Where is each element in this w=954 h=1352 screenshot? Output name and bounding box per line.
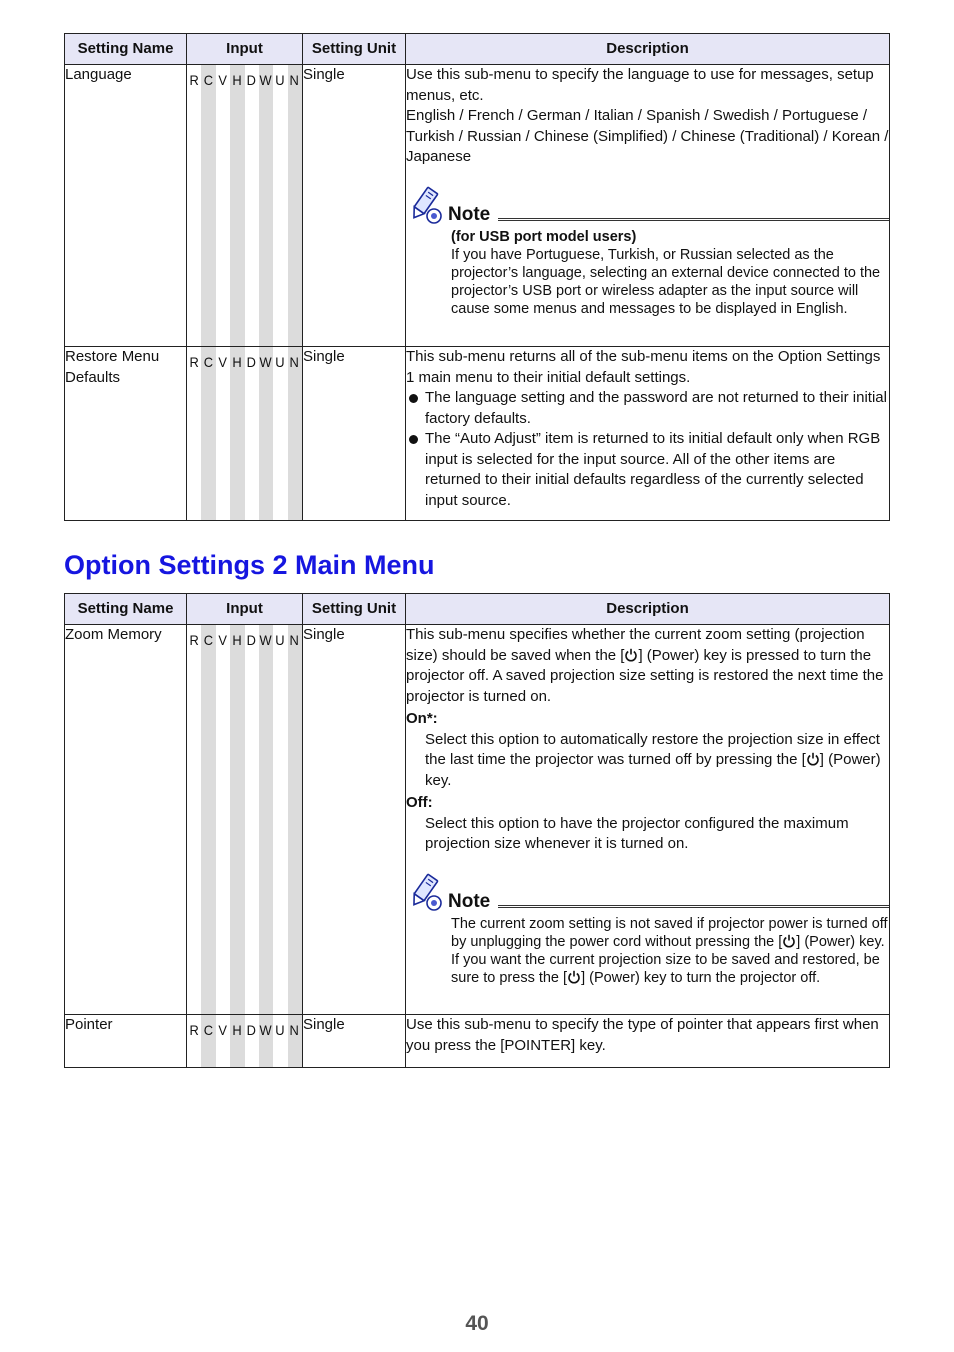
input-letter: D <box>246 354 256 370</box>
input-letter: W <box>259 72 272 88</box>
input-letter: C <box>203 354 214 370</box>
input-letter: V <box>218 632 228 648</box>
setting-name: Zoom Memory <box>65 625 187 1015</box>
bullet-text: The language setting and the password are not returned to their initial factory defaults. <box>425 389 887 427</box>
option-settings-2-table <box>64 593 890 1068</box>
input-letter: W <box>259 354 272 370</box>
setting-name: Language <box>65 65 187 347</box>
note-divider <box>498 218 889 221</box>
note-text: If you have Portuguese, Turkish, or Russian selected as the projector’s language, selecting an external device connected to the projector’s USB port or wireless adapter as the input source will cause some menus and messages to be displayed in English. <box>451 246 881 317</box>
setting-unit: Single <box>303 1015 406 1068</box>
input-letter: W <box>259 1022 272 1038</box>
header-setting-name: Setting Name <box>65 34 187 65</box>
input-indicators <box>187 1015 303 1068</box>
description-text: Use this sub-menu to specify the language to use for messages, setup menus, etc. <box>406 66 874 104</box>
description-text: This sub-menu specifies whether the current zoom setting (projection size) should be saved when the [ ] (Power) key is pressed to turn the projector off. A saved projection size setting is restored the next time the projector is turned on. <box>406 626 884 705</box>
setting-name: Restore Menu Defaults <box>65 347 187 521</box>
setting-description <box>406 1015 890 1068</box>
description-text: Use this sub-menu to specify the type of pointer that appears first when you press the [POINTER] key. <box>406 1016 879 1054</box>
input-letter: N <box>289 1022 299 1038</box>
input-letter: U <box>275 72 285 88</box>
bullet-item <box>406 388 889 429</box>
bullet-dot-icon <box>406 388 425 429</box>
input-letter: D <box>246 72 256 88</box>
description-text: This sub-menu returns all of the sub-menu items on the Option Settings 1 main menu to their initial default settings. <box>406 348 881 386</box>
input-letter: V <box>218 72 228 88</box>
setting-unit: Single <box>303 625 406 1015</box>
power-icon <box>806 752 820 766</box>
table-row <box>65 347 890 521</box>
input-letter: D <box>246 632 256 648</box>
option-settings-1-table <box>64 33 890 521</box>
table-header-row <box>65 34 890 65</box>
header-setting-name: Setting Name <box>65 594 187 625</box>
note-divider <box>498 905 889 908</box>
page-number: 40 <box>465 1312 489 1335</box>
setting-description <box>406 625 890 1015</box>
input-letter: N <box>289 72 299 88</box>
table-row <box>65 625 890 1015</box>
note-box <box>406 873 889 987</box>
power-icon <box>567 970 581 984</box>
power-icon <box>624 648 638 662</box>
input-letter: R <box>189 354 199 370</box>
header-setting-unit: Setting Unit <box>303 34 406 65</box>
bullet-text: The “Auto Adjust” item is returned to its initial default only when RGB input is selected for the input source. All of the other items are returned to their initial defaults regardless of the currently selected input source. <box>425 430 881 509</box>
input-letter: W <box>259 632 272 648</box>
note-title: Note <box>448 203 491 225</box>
setting-unit: Single <box>303 347 406 521</box>
input-indicators <box>187 65 303 347</box>
table-header-row <box>65 594 890 625</box>
input-letter: R <box>189 632 199 648</box>
setting-description <box>406 65 890 347</box>
input-letter: D <box>246 1022 256 1038</box>
input-letter: N <box>289 354 299 370</box>
input-letter: H <box>232 632 242 648</box>
input-letter: U <box>275 1022 285 1038</box>
power-icon <box>782 934 796 948</box>
setting-description <box>406 347 890 521</box>
input-letter: C <box>203 72 214 88</box>
table-row <box>65 65 890 347</box>
input-letter: R <box>189 1022 199 1038</box>
language-list: English / French / German / Italian / Spanish / Swedish / Portuguese / Turkish / Russian / Chinese (Simplified) / Chinese (Traditional) / Korean / Japanese <box>406 107 889 165</box>
input-letter: H <box>232 1022 242 1038</box>
input-indicators <box>187 625 303 1015</box>
table-row <box>65 1015 890 1068</box>
section-title: Option Settings 2 Main Menu <box>64 550 435 580</box>
bullet-dot-icon <box>406 429 425 511</box>
input-letter: U <box>275 354 285 370</box>
input-letter: U <box>275 632 285 648</box>
bullet-item <box>406 429 889 511</box>
option-off-label: Off: <box>406 794 433 811</box>
note-box <box>406 186 889 318</box>
header-description: Description <box>406 594 890 625</box>
note-text: The current zoom setting is not saved if projector power is turned off by unplugging the power cord without pressing the [ ] (Power) key. If you want the current projection size to be saved and restored, be sure to press the [ ] (Power) key to turn the projector off. <box>451 915 888 986</box>
header-setting-unit: Setting Unit <box>303 594 406 625</box>
input-letter: V <box>218 1022 228 1038</box>
note-pencil-icon <box>406 873 448 913</box>
input-letter: H <box>232 72 242 88</box>
note-title: Note <box>448 890 491 912</box>
input-letter: C <box>203 1022 214 1038</box>
input-letter: C <box>203 632 214 648</box>
input-letter: V <box>218 354 228 370</box>
input-indicators <box>187 347 303 521</box>
header-description: Description <box>406 34 890 65</box>
option-off-text: Select this option to have the projector configured the maximum projection size whenever it is turned on. <box>425 814 849 852</box>
input-letter: H <box>232 354 242 370</box>
option-on-label: On*: <box>406 710 438 727</box>
header-input: Input <box>187 594 303 625</box>
setting-name: Pointer <box>65 1015 187 1068</box>
input-letter: N <box>289 632 299 648</box>
note-pencil-icon <box>406 186 448 226</box>
note-subtitle: (for USB port model users) <box>451 228 637 245</box>
input-letter: R <box>189 72 199 88</box>
header-input: Input <box>187 34 303 65</box>
setting-unit: Single <box>303 65 406 347</box>
option-on-text: Select this option to automatically restore the projection size in effect the last time the projector was turned off by pressing the [ ] (Power) key. <box>425 730 881 789</box>
